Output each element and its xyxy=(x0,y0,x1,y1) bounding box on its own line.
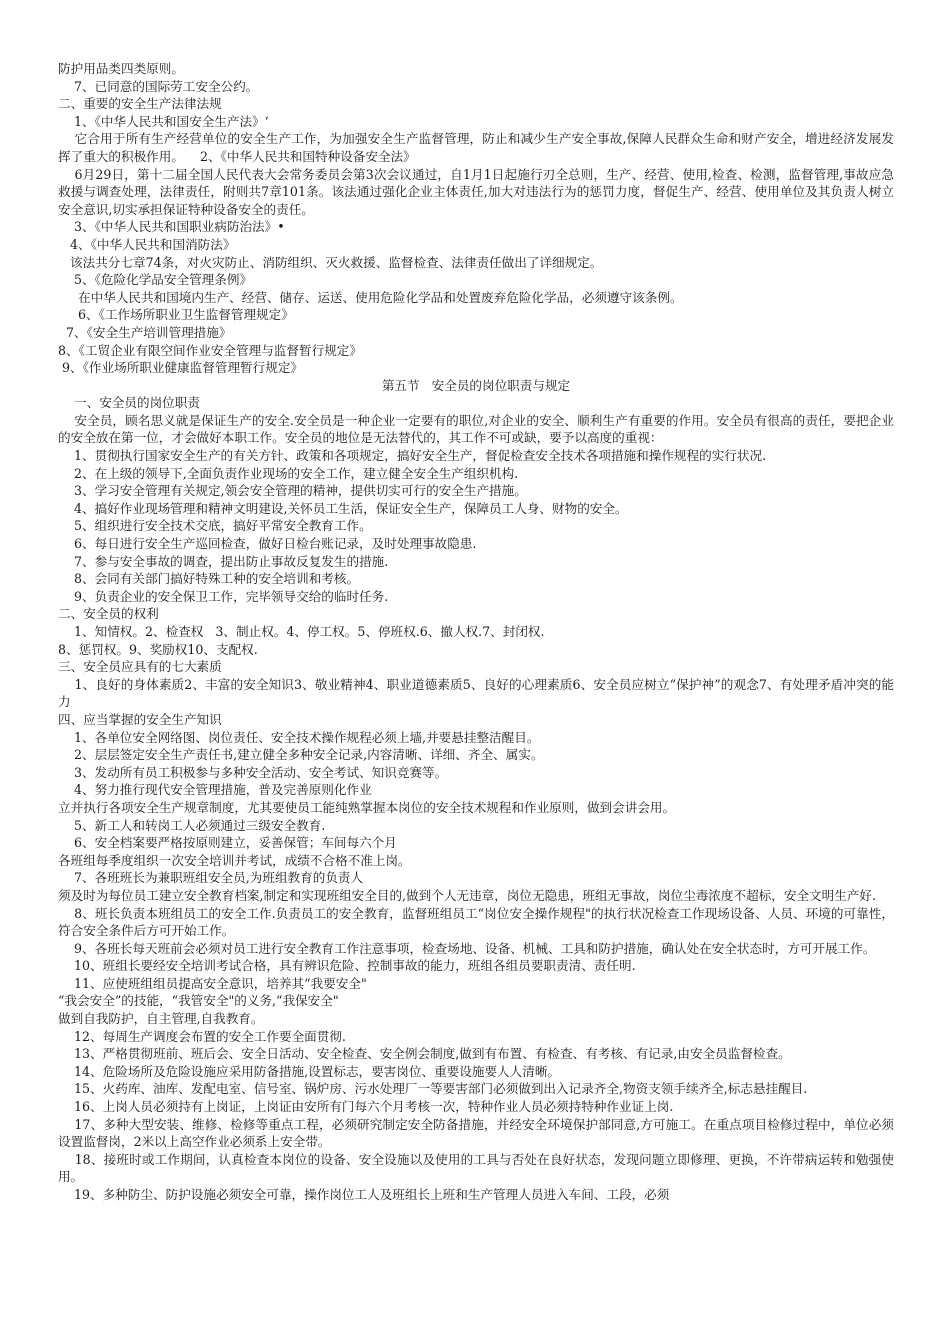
paragraph: 它合用于所有生产经营单位的安全生产工作，为加强安全生产监督管理，防止和减少生产安全事故,保障人民群众生命和财产安全，增进经济发展发挥了重大的积极作用。 2、《中华人民共和国特种设备安全法》 xyxy=(58,131,894,164)
list-item: 6、《工作场所职业卫生监督管理规定》 xyxy=(58,307,294,323)
list-item: 12、每周生产调度会布置的安全工作要全面贯彻. xyxy=(58,1028,346,1044)
list-item: 9、各班长每天班前会必须对员工进行安全教育工作注意事项，检查场地、设备、机械、工具和防护措施，确认处在安全状态时，方可开展工作。 xyxy=(58,940,876,956)
paragraph: 6月29日，第十二届全国人民代表大会常务委员会第3次会议通过，自1月1日起施行刃全总则，生产、经营、使用,检查、检测，监督管理,事故应急救援与调查处理，法律责任，附则共7章101条。该法通过强化企业主体责任,加大对违法行为的惩罚力度，督促生产、经营、使用单位及其负责人树立安全意识,切实承担保证特种设备安全的责任。 xyxy=(58,166,894,217)
list-item: 1、贯彻执行国家安全生产的有关方针、政策和各项规定，搞好安全生产，督促检查安全技术各项措施和操作规程的实行状况. xyxy=(58,448,767,464)
list-item: 1、各单位安全网络图、岗位责任、安全技术操作规程必须上墙,并要悬挂整洁醒目。 xyxy=(58,729,540,745)
list-item: 4、搞好作业现场管理和精神文明建设,关怀员工生活，保证安全生产，保障员工人身、财物的安全。 xyxy=(58,500,628,516)
list-item: 5、组织进行安全技术交底，搞好平常安全教育工作。 xyxy=(58,518,372,534)
list-item: 8、《工贸企业有限空间作业安全管理与监督暂行规定》 xyxy=(58,342,362,358)
list-item: 7、参与安全事故的调查，提出防止事故反复发生的措施. xyxy=(58,553,389,569)
list-item: 6、安全档案要严格按原则建立，妥善保管；车间每六个月 xyxy=(58,835,397,851)
list-item: 2、层层签定安全生产责任书,建立健全多种安全记录,内容清晰、详细、齐全、属实。 xyxy=(58,747,544,763)
list-item: 3、《中华人民共和国职业病防治法》• xyxy=(58,219,285,235)
text-line: 做到自我防护，自主管理,自我教育。 xyxy=(58,1011,264,1027)
list-item: 4、《中华人民共和国消防法》 xyxy=(58,236,236,252)
list-item: 2、在上级的领导下,全面负责作业现场的安全工作，建立健全安全生产组织机构. xyxy=(58,465,519,481)
text-line: 防护用品类四类原则。 xyxy=(58,61,184,76)
text-line: 立并执行各项安全生产规章制度，尤其要使员工能纯熟掌握本岗位的安全技术规程和作业原则，做到会讲会用。 xyxy=(58,799,676,815)
list-item: 14、危险场所及危险设施应采用防备措施,设置标志，要害岗位、重要设施要人人清晰。 xyxy=(58,1063,561,1079)
list-item: 10、班组长要经安全培训考试合格，具有辨识危险、控制事故的能力，班组各组员要职责清、责任明. xyxy=(58,958,636,974)
list-item: 3、学习安全管理有关规定,领会安全管理的精神，提供切实可行的安全生产措施。 xyxy=(58,483,527,499)
list-item: 6、每日进行安全生产巡回检查，做好日检台账记录，及时处理事故隐患. xyxy=(58,536,477,552)
list-item: 17、多种大型安装、维修、检修等重点工程，必须研究制定安全防备措施，并经安全环境保护部同意,方可施工。在重点项目检修过程中，单位必须设置监督岗，2米以上高空作业必须系上安全带。 xyxy=(58,1116,895,1150)
text-line: 各班组每季度组织一次安全培训并考试，成绩不合格不准上岗。 xyxy=(58,852,411,868)
paragraph: 须及时为每位员工建立安全教育档案,制定和实现班组安全目的,做到个人无违章，岗位无隐患，班组无事故，岗位尘毒浓度不超标，安全文明生产好. xyxy=(58,887,877,903)
list-item: 8、会同有关部门搞好特殊工种的安全培训和考核。 xyxy=(58,571,360,587)
list-item: 7、已同意的国际劳工安全公约。 xyxy=(58,78,259,94)
subsection-heading: 三、安全员应具有的七大素质 xyxy=(58,659,222,675)
subsection-heading: 四、应当掌握的安全生产知识 xyxy=(58,711,222,727)
list-item: 5、新工人和转岗工人必须通过三级安全教育. xyxy=(58,817,326,833)
list-item: 13、严格贯彻班前、班后会、安全日活动、安全检查、安全例会制度,做到有布置、有检查、有考核、有记录,由安全员监督检查。 xyxy=(58,1046,791,1062)
list-item: 7、各班班长为兼职班组安全员,为班组教育的负责人 xyxy=(58,870,364,886)
section-heading: 二、重要的安全生产法律法规 xyxy=(58,96,222,112)
section-title: 第五节 安全员的岗位职责与规定 xyxy=(381,377,571,393)
list-item: 15、火药库、油库、发配电室、信号室、锅炉房、污水处理厂一等要害部门必须做到出入记录齐全,物资支领手续齐全,标志悬挂醒目. xyxy=(58,1081,808,1097)
subsection-heading: 一、安全员的岗位职责 xyxy=(58,395,200,411)
list-item: 19、多种防尘、防护设施必须安全可靠，操作岗位工人及班组长上班和生产管理人员进入车间、工段，必须 xyxy=(58,1187,670,1202)
text-line: “我会安全”的技能，“我管安全"的义务,“我保安全" xyxy=(58,993,339,1009)
paragraph: 该法共分七章74条，对火灾防止、消防组织、灭火救援、监督检查、法律责任做出了详细规定。 xyxy=(58,254,603,270)
list-item: 9、负责企业的安全保卫工作，完毕领导交给的临时任务. xyxy=(58,588,389,604)
list-item: 8、班长负责本班组员工的安全工作.负责员工的安全教育，监督班组员工“岗位安全操作规程"的执行状况检查工作现场设备、人员、环境的可靠性，符合安全条件后方可开始工作。 xyxy=(58,905,895,939)
list-item: 5、《危险化学品安全管理条例》 xyxy=(58,272,253,288)
paragraph: 1、良好的身体素质2、丰富的安全知识3、敬业精神4、职业道德素质5、良好的心理素质6、安全员应树立“保护神”的观念7、有处理矛盾冲突的能力 xyxy=(58,676,894,710)
paragraph: 在中华人民共和国境内生产、经营、储存、运送、使用危险化学品和处置废弃危险化学品，必须遵守该条例。 xyxy=(58,289,683,305)
text-line: 1、知情权。2、检查权 3、制止权。4、停工权。5、停班权.6、撤人权.7、封闭权. xyxy=(58,624,545,639)
list-item: 3、发动所有员工积极参与多种安全活动、安全考试、知识竞赛等。 xyxy=(58,764,448,780)
list-item: 16、上岗人员必须持有上岗证，上岗证由安所有门每六个月考核一次，特种作业人员必须持特种作业证上岗. xyxy=(58,1099,674,1115)
list-item: 1、《中华人民共和国安全生产法》‘ xyxy=(58,113,269,129)
list-item: 7、《安全生产培训管理措施》 xyxy=(58,324,232,340)
subsection-heading: 二、安全员的权利 xyxy=(58,606,159,622)
list-item: 18、接班时或工作期间，认真检查本岗位的设备、安全设施以及使用的工具与否处在良好状态，发现问题立即修理、更换，不许带病运转和勉强使用。 xyxy=(58,1151,895,1185)
list-item: 11、应使班组组员提高安全意识，培养其“我要安全" xyxy=(58,975,367,991)
text-line: 8、惩罚权。9、奖励权10、支配权. xyxy=(58,641,258,657)
list-item: 4、努力推行现代安全管理措施，普及完善原则化作业 xyxy=(58,782,372,798)
paragraph: 安全员，顾名思义就是保证生产的安全.安全员是一种企业一定要有的职位,对企业的安全、顺利生产有重要的作用。安全员有很高的责任，要把企业的安全放在第一位，才会做好本职工作。安全员的地位是无法替代的，其工作不可或缺，要予以高度的重视： xyxy=(58,412,894,446)
list-item: 9、《作业场所职业健康监督管理暂行规定》 xyxy=(58,360,304,376)
